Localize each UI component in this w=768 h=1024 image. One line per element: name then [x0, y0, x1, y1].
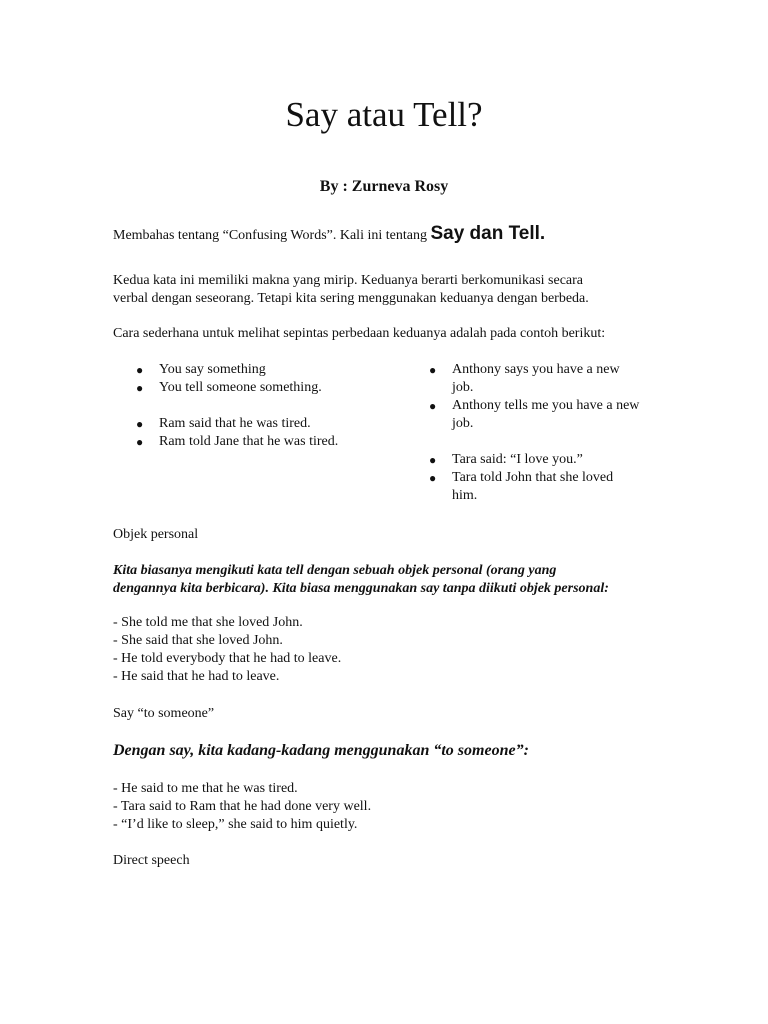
example-line: - “I’d like to sleep,” she said to him quietly.	[113, 817, 358, 832]
bullet-list-left	[136, 361, 396, 451]
example-line: - He said that he had to leave.	[113, 669, 280, 684]
bullet-list-right	[429, 361, 669, 505]
intro-line	[113, 222, 545, 248]
example-line: - She said that she loved John.	[113, 633, 283, 648]
example-line: - She told me that she loved John.	[113, 615, 303, 630]
list-item: ● Ram said that he was tired.	[136, 416, 311, 431]
examples-say-to-someone	[113, 780, 371, 834]
section-heading-direct-speech: Direct speech	[113, 853, 190, 868]
paragraph-line: Kedua kata ini memiliki makna yang mirip. Keduanya berarti berkomunikasi secara	[113, 273, 584, 288]
document-title: Say atau Tell?	[285, 95, 483, 134]
list-item: ● Anthony tells me you have a new job.	[429, 398, 640, 431]
bullet-icon: ●	[429, 363, 437, 377]
example-line: - He told everybody that he had to leave.	[113, 651, 342, 666]
rule-say-to-someone: Dengan say, kita kadang-kadang menggunakan “to someone”:	[113, 742, 529, 759]
bullet-icon: ●	[136, 381, 144, 395]
section-heading-say-to-someone: Say “to someone”	[113, 706, 215, 721]
bullet-icon: ●	[429, 471, 437, 485]
rule-line: Kita biasanya mengikuti kata tell dengan sebuah objek personal (orang yang	[113, 563, 557, 578]
list-item: ● Anthony says you have a new job.	[429, 362, 620, 395]
bullet-icon: ●	[429, 399, 437, 413]
intro-emphasis: Say dan Tell.	[430, 223, 546, 244]
rule-objek-personal	[113, 562, 609, 598]
paragraph-meaning	[113, 272, 589, 308]
list-item: ● Tara told John that she loved him.	[429, 470, 614, 503]
list-item: ● Tara said: “I love you.”	[429, 452, 583, 467]
rule-line: dengannya kita berbicara). Kita biasa menggunakan say tanpa diikuti objek personal:	[113, 581, 609, 596]
bullet-icon: ●	[429, 453, 437, 467]
examples-objek-personal	[113, 614, 341, 686]
author-byline: By : Zurneva Rosy	[319, 178, 449, 195]
example-line: - Tara said to Ram that he had done very well.	[113, 799, 372, 814]
list-item: ● You say something	[136, 362, 266, 377]
paragraph-examples-intro: Cara sederhana untuk melihat sepintas perbedaan keduanya adalah pada contoh berikut:	[113, 326, 606, 341]
list-item: ● Ram told Jane that he was tired.	[136, 434, 339, 449]
paragraph-line: verbal dengan seseorang. Tetapi kita sering menggunakan keduanya dengan berbeda.	[113, 291, 589, 306]
bullet-icon: ●	[136, 435, 144, 449]
intro-text: Membahas tentang “Confusing Words”. Kali ini tentang	[113, 228, 431, 243]
section-heading-objek-personal: Objek personal	[113, 527, 199, 542]
list-item: ● You tell someone something.	[136, 380, 322, 395]
bullet-icon: ●	[136, 363, 144, 377]
bullet-icon: ●	[136, 417, 144, 431]
example-line: - He said to me that he was tired.	[113, 781, 298, 796]
